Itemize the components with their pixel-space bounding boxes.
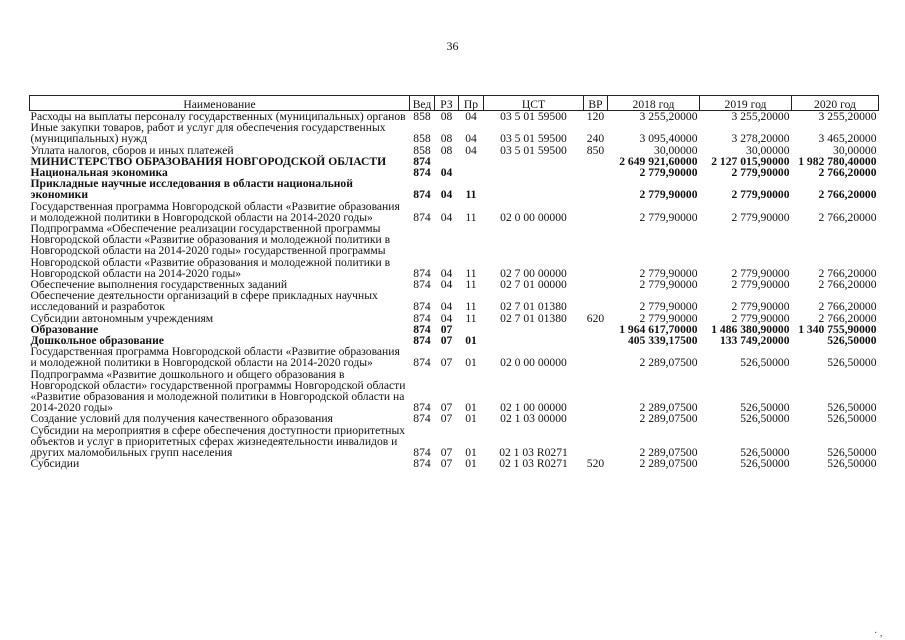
row-pr: 11 [465,278,477,292]
table-row [30,458,879,469]
row-2018: 3 095,40000 [639,132,698,146]
row-2019: 2 779,90000 [731,278,790,292]
row-rz: 07 [440,401,453,415]
row-ved: 874 [413,446,431,460]
row-vr [584,425,608,459]
header-name: Наименование [30,96,410,111]
row-name: Образование [30,322,99,336]
row-2019: 526,50000 [740,356,790,370]
row-rz: 07 [440,457,453,471]
row-2019: 133 749,20000 [719,334,790,348]
row-rz: 04 [440,188,453,202]
row-2020: 1 982 780,40000 [798,154,877,168]
row-pr: 01 [465,334,477,348]
table-row [30,346,879,368]
row-cst [484,335,584,346]
row-rz: 08 [440,143,453,157]
row-pr: 04 [465,110,477,123]
row-ved: 874 [413,356,431,370]
row-2019: 526,50000 [740,457,790,471]
row-pr: 01 [465,446,477,460]
row-2019: 2 779,90000 [731,188,790,202]
row-2018: 405 339,17500 [627,334,698,348]
row-vr [584,223,608,279]
row-pr [459,156,484,167]
row-pr: 04 [465,132,477,146]
row-2018: 2 779,90000 [639,278,698,292]
row-2020: 3 465,20000 [818,132,877,146]
row-2018: 2 289,07500 [639,412,698,426]
row-2018: 2 779,90000 [639,266,698,280]
scan-mark: · , [874,628,883,639]
row-rz: 07 [440,412,453,426]
header-2019: 2019 год [700,96,792,111]
row-vr [584,413,608,424]
row-name: Подпрограмма «Развитие дошкольного и общего образования в Новгородской области» государственной программы Новгородской области «Развитие образования и молодежной политики в Новгородской области на 2014-2020 годы» [30,367,406,415]
row-ved: 874 [413,334,431,348]
row-2020: 2 766,20000 [818,188,877,202]
row-name: Государственная программа Новгородской области «Развитие образования и молодежной политики в Новгородской области на 2014-2020 годы» [30,199,400,224]
table-row [30,425,879,459]
row-cst: 02 1 03 R0271 [499,446,568,460]
row-vr [584,156,608,167]
row-cst [484,167,584,178]
row-pr: 01 [465,401,477,415]
row-cst [484,178,584,200]
row-ved: 874 [413,412,431,426]
row-2019: 526,50000 [740,446,790,460]
row-cst: 02 7 01 01380 [500,311,567,325]
row-2020: 2 766,20000 [818,210,877,224]
row-cst: 02 0 00 00000 [500,210,567,224]
row-2020: 1 340 755,90000 [798,322,877,336]
header-vr: ВР [584,96,608,111]
row-vr [584,335,608,346]
row-2020: 2 766,20000 [818,266,877,280]
row-vr: 520 [586,457,605,471]
row-2020: 526,50000 [827,446,877,460]
header-rz: РЗ [435,96,459,111]
header-cst: ЦСТ [484,96,584,111]
row-2019: 30,00000 [746,143,790,157]
row-2020: 3 255,20000 [818,110,877,123]
row-vr [584,290,608,312]
row-ved: 874 [413,300,431,314]
row-name: Подпрограмма «Обеспечение реализации государственной программы Новгородской области «Развитие образования и молодежной политики в Новгородской области на 2014-2020 годы» государственной программы Новгородской области «Развитие образования и молодежной политики в Новгородской области на 2014-2020 годы» [30,222,391,280]
row-cst: 02 1 03 R0271 [499,457,568,471]
row-rz: 04 [440,210,453,224]
row-ved: 874 [413,154,431,168]
row-pr: 11 [465,188,477,202]
row-rz: 08 [440,132,453,146]
row-rz: 04 [440,166,453,180]
row-2019: 526,50000 [740,412,790,426]
row-pr: 04 [465,143,477,157]
row-ved: 874 [413,322,431,336]
row-2020: 526,50000 [827,412,877,426]
row-2019: 2 127 015,90000 [711,154,790,168]
row-ved: 874 [413,210,431,224]
row-rz: 04 [440,311,453,325]
header-2020: 2020 год [792,96,879,111]
row-name: Государственная программа Новгородской области «Развитие образования и молодежной политики в Новгородской области на 2014-2020 годы» [30,345,400,370]
row-rz: 07 [440,322,453,336]
row-pr: 11 [465,266,477,280]
row-2018: 2 289,07500 [639,446,698,460]
row-ved: 858 [413,143,431,157]
table-row [30,290,879,312]
row-rz: 04 [440,278,453,292]
row-cst: 02 7 00 00000 [500,266,567,280]
row-name: Иные закупки товаров, работ и услуг для обеспечения государственных (муниципальных) нужд [30,121,386,146]
row-2018: 2 779,90000 [639,311,698,325]
row-ved: 874 [413,278,431,292]
header-pr: Пр [459,96,484,111]
row-ved: 874 [413,457,431,471]
row-2020: 2 766,20000 [818,311,877,325]
row-2018: 1 964 617,70000 [619,322,698,336]
row-2018: 2 649 921,60000 [619,154,698,168]
row-2018: 2 779,90000 [639,188,698,202]
row-ved: 858 [413,132,431,146]
row-cst: 02 7 01 01380 [500,300,567,314]
row-2019: 1 486 380,90000 [711,322,790,336]
row-pr: 11 [465,311,477,325]
table-row [30,223,879,279]
table-row [30,178,879,200]
row-pr: 11 [465,300,477,314]
row-vr [584,167,608,178]
row-ved: 874 [413,401,431,415]
row-rz: 08 [440,110,453,123]
row-2020: 30,00000 [833,143,877,157]
row-name: Национальная экономика [30,166,168,180]
row-name: Обеспечение выполнения государственных заданий [30,278,288,292]
row-2019: 2 779,90000 [731,300,790,314]
row-rz: 07 [440,334,453,348]
row-cst: 02 1 00 00000 [500,401,567,415]
header-ved: Вед [410,96,435,111]
header-2018: 2018 год [608,96,700,111]
row-vr: 240 [586,132,605,146]
table-row [30,413,879,424]
row-2018: 2 289,07500 [639,401,698,415]
table-row [30,201,879,223]
row-ved: 874 [413,188,431,202]
row-pr: 01 [465,412,477,426]
row-2020: 526,50000 [827,457,877,471]
row-vr [584,324,608,335]
row-vr [584,346,608,368]
row-rz: 04 [440,300,453,314]
row-name: Субсидии [30,457,80,471]
row-name: Расходы на выплаты персоналу государственных (муниципальных) органов [30,110,406,123]
row-vr [584,201,608,223]
row-name: МИНИСТЕРСТВО ОБРАЗОВАНИЯ НОВГОРОДСКОЙ ОБЛАСТИ [30,154,387,168]
row-name: Обеспечение деятельности организаций в сфере прикладных научных исследований и разработок [30,289,378,314]
row-ved: 874 [413,266,431,280]
row-2018: 3 255,20000 [639,110,698,123]
row-rz: 07 [440,446,453,460]
row-2019: 2 779,90000 [731,166,790,180]
table-row [30,369,879,414]
row-2018: 2 779,90000 [639,166,698,180]
row-2019: 3 255,20000 [731,110,790,123]
row-cst [484,156,584,167]
row-2020: 526,50000 [827,401,877,415]
row-pr: 01 [465,457,477,471]
row-cst: 03 5 01 59500 [500,132,567,146]
row-2020: 2 766,20000 [818,278,877,292]
row-2018: 2 289,07500 [639,356,698,370]
budget-table [29,95,879,470]
row-2019: 3 278,20000 [731,132,790,146]
row-2018: 30,00000 [654,143,698,157]
row-cst: 02 1 03 00000 [500,412,567,426]
page-number: 36 [446,39,459,53]
row-name: Субсидии на мероприятия в сфере обеспечения доступности приоритетных объектов и услуг в приоритетных сферах жизнедеятельности инвалидов и других маломобильных групп населения [30,423,406,460]
row-name: Дошкольное образование [30,334,164,348]
row-2019: 526,50000 [740,401,790,415]
row-2020: 2 766,20000 [818,166,877,180]
row-name: Уплата налогов, сборов и иных платежей [30,143,234,157]
row-ved: 858 [413,110,431,123]
row-rz: 04 [440,266,453,280]
row-rz: 07 [440,356,453,370]
table-row [30,122,879,144]
row-2018: 2 779,90000 [639,300,698,314]
row-vr [584,178,608,200]
row-vr: 120 [586,110,605,123]
row-pr: 01 [465,356,477,370]
row-2020: 2 766,20000 [818,300,877,314]
row-vr [584,279,608,290]
row-vr: 620 [586,311,605,325]
row-2019: 2 779,90000 [731,311,790,325]
row-pr: 11 [465,210,477,224]
row-cst: 02 0 00 00000 [500,356,567,370]
row-cst: 03 5 01 59500 [500,110,567,123]
row-ved: 874 [413,166,431,180]
table-header-row [30,96,879,111]
row-cst: 03 5 01 59500 [500,143,567,157]
row-pr [459,167,484,178]
row-cst: 02 7 01 00000 [500,278,567,292]
row-vr [584,369,608,414]
row-name: Создание условий для получения качественного образования [30,412,333,426]
row-name: Субсидии автономным учреждениям [30,311,214,325]
row-ved: 874 [413,311,431,325]
row-2019: 2 779,90000 [731,266,790,280]
row-name: Прикладные научные исследования в области национальной экономики [30,177,353,202]
row-2018: 2 779,90000 [639,210,698,224]
row-2020: 526,50000 [827,334,877,348]
row-cst [484,324,584,335]
row-2020: 526,50000 [827,356,877,370]
row-vr: 850 [586,143,605,157]
row-2019: 2 779,90000 [731,210,790,224]
row-2018: 2 289,07500 [639,457,698,471]
